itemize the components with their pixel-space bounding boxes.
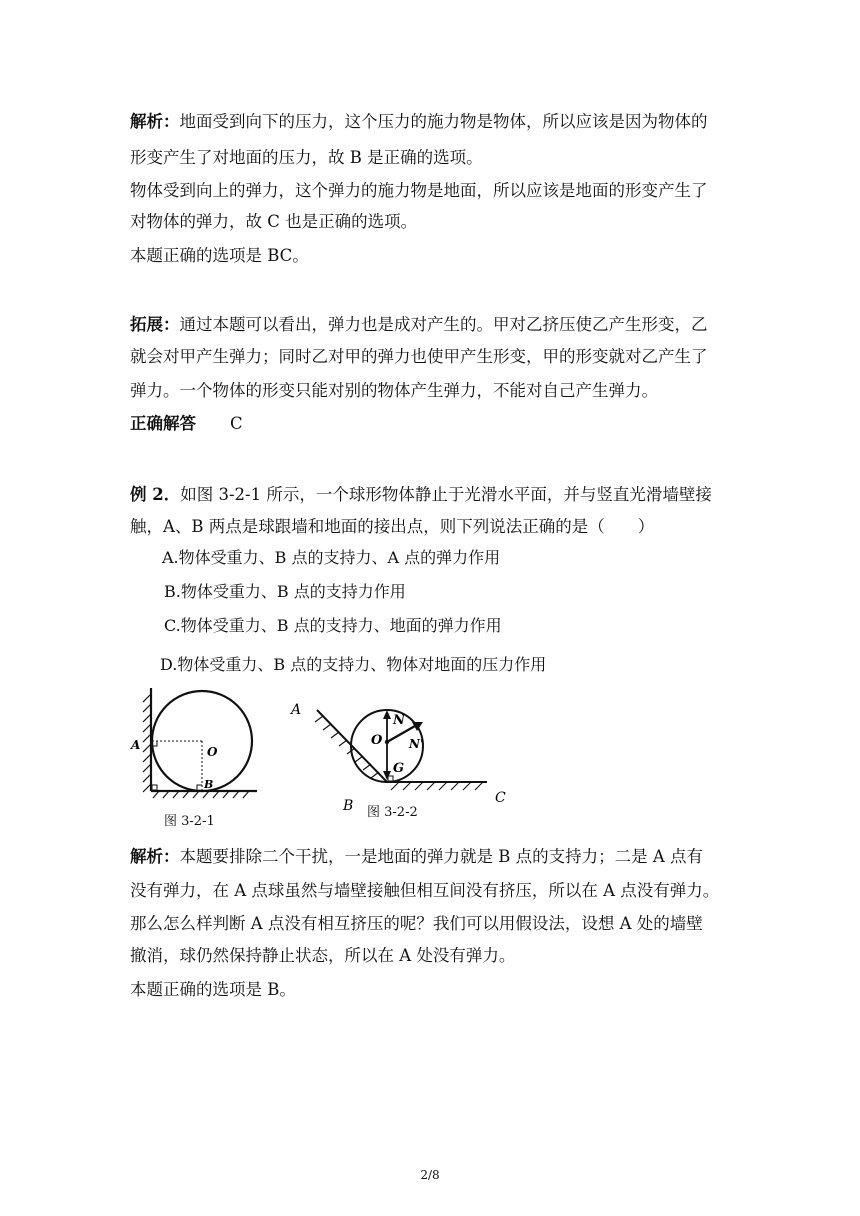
extension-line2: 就会对甲产生弹力；同时乙对甲的弹力也使甲产生形变，甲的形变就对乙产生了 [130, 347, 708, 366]
analysis1-line1: 解析：地面受到向下的压力，这个压力的施力物是物体，所以应该是因为物体的 [130, 112, 708, 131]
analysis1-line5: 本题正确的选项是 BC。 [130, 246, 309, 265]
correct-answer [130, 413, 243, 435]
option-c: C.物体受重力、B 点的支持力、地面的弹力作用 [164, 616, 502, 635]
extension-label: 拓展： [130, 315, 180, 334]
analysis2-line1: 解析：本题要排除二个干扰，一是地面的弹力就是 B 点的支持力；二是 A 点有 [130, 847, 704, 866]
figure-3-2-1 [125, 686, 265, 826]
analysis2-line5: 本题正确的选项是 B。 [130, 980, 296, 999]
option-a: A.物体受重力、B 点的支持力、A 点的弹力作用 [162, 548, 501, 567]
correct-value: C [230, 414, 243, 433]
analysis1-line4: 对物体的弹力，故 C 也是正确的选项。 [130, 212, 418, 231]
fig2-label-a: A [291, 702, 302, 718]
extension-line1: 拓展：通过本题可以看出，弹力也是成对产生的。甲对乙挤压使乙产生形变，乙 [130, 315, 708, 334]
option-d: D.物体受重力、B 点的支持力、物体对地面的压力作用 [160, 655, 547, 674]
page-number: 2/8 [420, 1168, 440, 1182]
fig2-caption: 图 3-2-2 [367, 805, 418, 820]
fig2-label-b: B [343, 798, 354, 814]
fig2-label-g: G [393, 761, 405, 776]
fig1-label-a: A [131, 738, 141, 752]
analysis2-line3: 那么怎么样判断 A 点没有相互挤压的呢？我们可以用假设法，设想 A 处的墙壁 [130, 914, 703, 933]
analysis2-label: 解析： [130, 847, 180, 866]
analysis2-line2: 没有弹力，在 A 点球虽然与墙壁接触但相互间没有挤压，所以在 A 点没有弹力。 [130, 881, 720, 900]
analysis1-line3: 物体受到向上的弹力，这个弹力的施力物是地面，所以应该是地面的形变产生了 [130, 181, 708, 200]
fig2-label-o: O [371, 733, 383, 748]
fig2-label-c: C [495, 790, 506, 806]
fig1-caption: 图 3-2-1 [164, 814, 215, 829]
analysis2-line4: 撤消，球仍然保持静止状态，所以在 A 处没有弹力。 [130, 946, 516, 965]
option-b: B.物体受重力、B 点的支持力作用 [164, 582, 406, 601]
example2-line2: 触，A、B 两点是球跟墙和地面的接出点，则下列说法正确的是（ ） [130, 517, 655, 536]
fig1-label-o: O [207, 745, 218, 759]
analysis-label: 解析： [130, 112, 180, 131]
analysis1-line2: 形变产生了对地面的压力，故 B 是正确的选项。 [130, 148, 483, 167]
example2-label: 例 2． [130, 485, 181, 504]
fig2-label-n: N [393, 713, 405, 728]
correct-label: 正确解答 [130, 414, 196, 433]
example2-line1: 例 2．如图 3-2-1 所示，一个球形物体静止于光滑水平面，并与竖直光滑墙壁接 [130, 485, 712, 504]
fig1-label-b: B [204, 778, 214, 791]
extension-line3: 弹力。一个物体的形变只能对别的物体产生弹力，不能对自己产生弹力。 [130, 381, 658, 400]
fig2-label-n-prime: N' [409, 737, 424, 751]
